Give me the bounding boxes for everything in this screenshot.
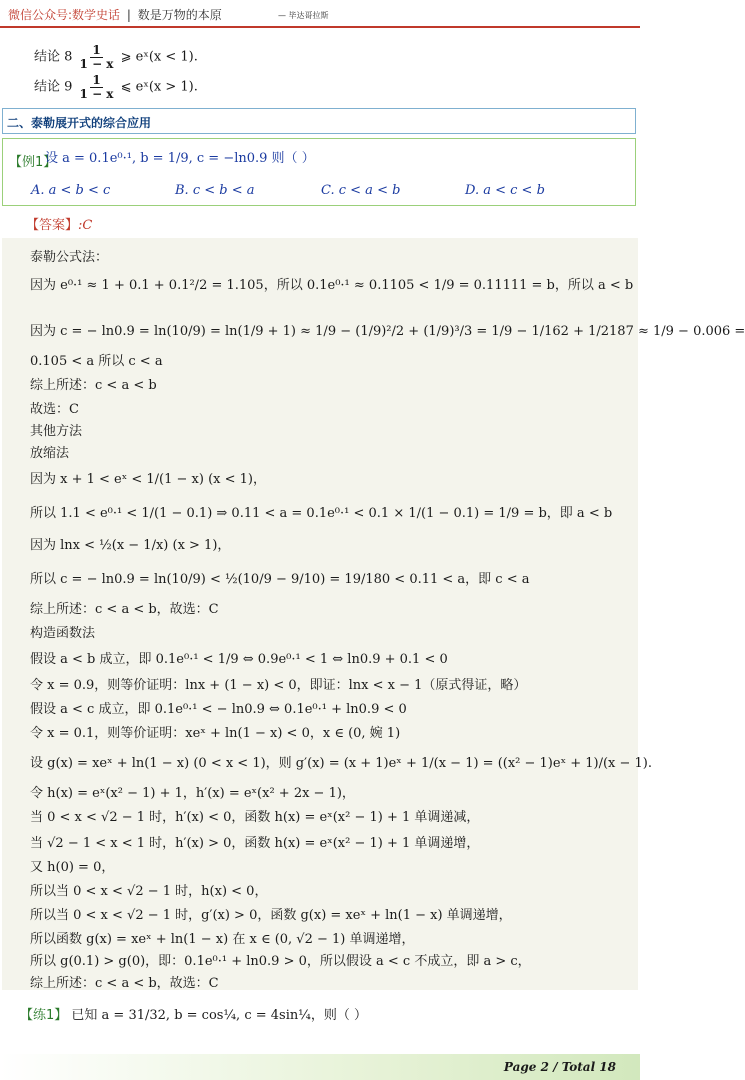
page-header — [0, 0, 640, 26]
solution-line: 故选：C — [30, 402, 79, 417]
option-a: A. a < b < c — [31, 183, 111, 198]
solution-line: 所以当 0 < x < √2 − 1 时，g′(x) > 0，函数 g(x) = xeˣ + ln(1 − x) 单调递增， — [30, 908, 512, 923]
example-label: 【例1】 — [9, 155, 57, 170]
fraction-numerator: 1 — [92, 73, 101, 87]
solution-line: 所以当 0 < x < √2 − 1 时，h(x) < 0， — [30, 884, 268, 899]
solution-line: 综上所述：c < a < b — [30, 378, 157, 393]
solution-line: 假设 a < b 成立，即 0.1e⁰·¹ < 1/9 ⇔ 0.9e⁰·¹ < 1 ⇔ ln0.9 + 0.1 < 0 — [30, 652, 448, 667]
solution-line: 当 0 < x < √2 − 1 时，h′(x) < 0，函数 h(x) = eˣ(x² − 1) + 1 单调递减， — [30, 810, 480, 825]
solution-line: 综上所述：c < a < b，故选：C — [30, 976, 219, 991]
solution-line: 因为 e⁰·¹ ≈ 1 + 0.1 + 0.1²/2 = 1.105，所以 0.1e⁰·¹ ≈ 0.1105 < 1/9 = 0.11111 = b，所以 a < b — [30, 278, 634, 293]
header-divider — [0, 26, 640, 28]
solution-line: 所以函数 g(x) = xeˣ + ln(1 − x) 在 x ∈ (0, √2 − 1) 单调递增， — [30, 932, 415, 947]
page-footer — [0, 1054, 640, 1080]
practice-text: 已知 a = 31/32, b = cos¼, c = 4sin¼，则（ ） — [71, 1008, 367, 1023]
conclusion-8-fraction — [78, 44, 116, 70]
conclusion-8 — [34, 44, 198, 70]
solution-line: 因为 x + 1 < eˣ < 1/(1 − x) (x < 1)， — [30, 472, 266, 487]
solution-line: 综上所述：c < a < b，故选：C — [30, 602, 219, 617]
fraction-denominator: 1 − x — [79, 56, 114, 71]
header-separator: | — [126, 8, 131, 22]
practice-label: 【练1】 — [20, 1008, 68, 1023]
solution-line: 放缩法 — [30, 446, 70, 461]
header-left — [8, 6, 222, 23]
conclusion-9-tail: ⩽ eˣ(x > 1). — [120, 79, 198, 95]
answer-value: :C — [78, 218, 93, 233]
example-box — [2, 138, 636, 206]
conclusion-9-fraction — [78, 74, 116, 100]
solution-line: 泰勒公式法： — [30, 250, 109, 265]
header-title: 数是万物的本原 — [137, 8, 222, 22]
practice-question — [20, 1004, 367, 1023]
answer-line — [26, 214, 92, 233]
option-c: C. c < a < b — [321, 183, 401, 198]
section-title: 二、泰勒展开式的综合应用 — [7, 116, 152, 130]
fraction-denominator: 1 − x — [79, 86, 114, 101]
solution-line: 其他方法 — [30, 424, 83, 439]
option-b: B. c < b < a — [175, 183, 255, 198]
solution-line: 因为 c = − ln0.9 = ln(10/9) = ln(1/9 + 1) ≈ 1/9 − (1/9)²/2 + (1/9)³/3 = 1/9 − 1/162 + 1/2187 ≈ 1/9 − 0.006 = — [30, 324, 745, 339]
solution-line: 所以 g(0.1) > g(0)，即：0.1e⁰·¹ + ln0.9 > 0，所以假设 a < c 不成立，即 a > c， — [30, 954, 531, 969]
header-quote: — 毕达哥拉斯 — [278, 11, 329, 20]
solution-line: 假设 a < c 成立，即 0.1e⁰·¹ < − ln0.9 ⇔ 0.1e⁰·¹ + ln0.9 < 0 — [30, 702, 407, 717]
example-question: 设 a = 0.1e⁰·¹, b = 1/9, c = −ln0.9 则（ ） — [45, 151, 315, 166]
solution-line: 令 x = 0.9，则等价证明：lnx + (1 − x) < 0，即证：lnx < x − 1（原式得证，略） — [30, 678, 527, 693]
solution-line: 令 h(x) = eˣ(x² − 1) + 1，h′(x) = eˣ(x² + 2x − 1)， — [30, 786, 355, 801]
conclusion-9-label: 结论 9 — [34, 79, 73, 95]
solution-line: 设 g(x) = xeˣ + ln(1 − x) (0 < x < 1)，则 g′(x) = (x + 1)eˣ + 1/(x − 1) = ((x² − 1)eˣ + 1)/(x − 1). — [30, 756, 652, 771]
section-heading — [2, 108, 636, 134]
solution-line: 所以 1.1 < e⁰·¹ < 1/(1 − 0.1) ⇒ 0.11 < a = 0.1e⁰·¹ < 0.1 × 1/(1 − 0.1) = 1/9 = b，即 a < b — [30, 506, 613, 521]
solution-line: 所以 c = − ln0.9 = ln(10/9) < ½(10/9 − 9/10) = 19/180 < 0.11 < a，即 c < a — [30, 572, 530, 587]
solution-line: 构造函数法 — [30, 626, 96, 641]
conclusion-9 — [34, 74, 198, 100]
conclusion-8-tail: ⩾ eˣ(x < 1). — [120, 49, 198, 65]
solution-line: 0.105 < a 所以 c < a — [30, 354, 163, 369]
option-d: D. a < c < b — [465, 183, 545, 198]
solution-line: 令 x = 0.1，则等价证明：xeˣ + ln(1 − x) < 0，x ∈ (0, 婉 1) — [30, 726, 401, 741]
page-number: Page 2 / Total 18 — [503, 1060, 616, 1074]
solution-line: 当 √2 − 1 < x < 1 时，h′(x) > 0，函数 h(x) = eˣ(x² − 1) + 1 单调递增， — [30, 836, 480, 851]
fraction-numerator: 1 — [92, 43, 101, 57]
conclusion-8-label: 结论 8 — [34, 49, 73, 65]
answer-label: 【答案】 — [26, 218, 79, 233]
solution-panel — [2, 238, 745, 991]
account-name: 微信公众号:数学史话 — [8, 8, 121, 22]
solution-line: 又 h(0) = 0， — [30, 860, 115, 875]
solution-line: 因为 lnx < ½(x − 1/x) (x > 1)， — [30, 538, 231, 553]
